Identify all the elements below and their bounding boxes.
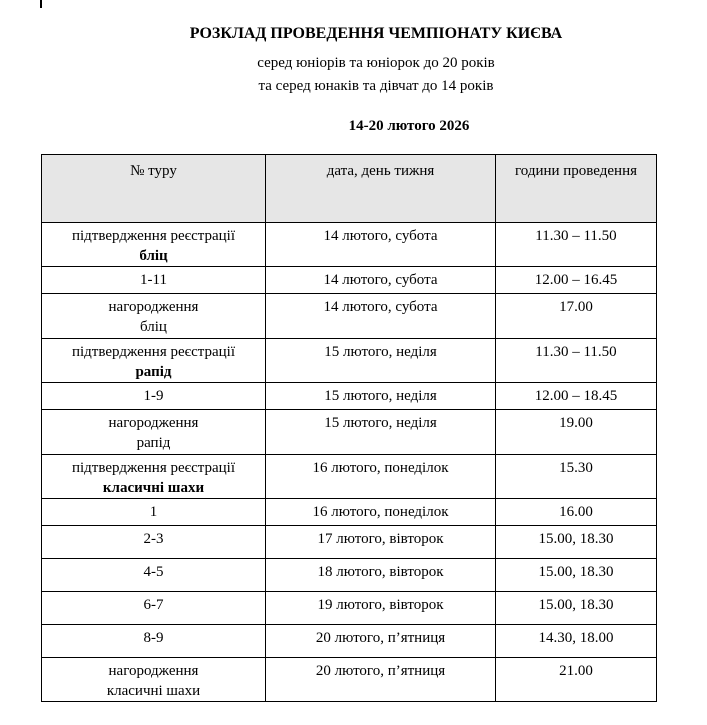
- time-cell: 15.00, 18.30: [496, 526, 657, 559]
- date-cell: 16 лютого, понеділок: [266, 499, 496, 526]
- date-cell: 18 лютого, вівторок: [266, 559, 496, 592]
- tour-line1: підтвердження реєстрації: [71, 228, 235, 244]
- tour-line2: бліц: [139, 248, 168, 264]
- table-row: [42, 499, 657, 526]
- time-cell: 14.30, 18.00: [496, 625, 657, 658]
- table-row: [42, 455, 657, 499]
- time-cell: 19.00: [496, 410, 657, 455]
- text-cursor-mark: [40, 0, 42, 8]
- tour-line2: класичні шахи: [106, 683, 201, 699]
- date-range: 14-20 лютого 2026: [348, 118, 470, 134]
- header-date: дата, день тижня: [266, 155, 496, 223]
- tour-line1: підтвердження реєстрації: [71, 460, 235, 476]
- date-cell: 20 лютого, п’ятниця: [266, 625, 496, 658]
- date-cell: 15 лютого, неділя: [266, 410, 496, 455]
- page-subtitle-2: та серед юнаків та дівчат до 14 років: [258, 78, 494, 94]
- date-cell: 14 лютого, субота: [266, 223, 496, 267]
- date-cell: 17 лютого, вівторок: [266, 526, 496, 559]
- time-cell: 15.00, 18.30: [496, 592, 657, 625]
- date-cell: 16 лютого, понеділок: [266, 455, 496, 499]
- date-cell: 14 лютого, субота: [266, 294, 496, 339]
- tour-cell: 2-3: [42, 526, 266, 559]
- time-cell: 12.00 – 18.45: [496, 383, 657, 410]
- date-cell: 15 лютого, неділя: [266, 339, 496, 383]
- time-cell: 15.00, 18.30: [496, 559, 657, 592]
- tour-cell: [42, 410, 266, 455]
- table-row: [42, 658, 657, 702]
- tour-line2: рапід: [135, 364, 172, 380]
- table-row: [42, 592, 657, 625]
- table-row: [42, 267, 657, 294]
- header-row: [42, 155, 657, 223]
- time-cell: 11.30 – 11.50: [496, 339, 657, 383]
- date-cell: 20 лютого, п’ятниця: [266, 658, 496, 702]
- header-time: години проведення: [496, 155, 657, 223]
- time-cell: 11.30 – 11.50: [496, 223, 657, 267]
- table-body: [42, 223, 657, 702]
- time-cell: 12.00 – 16.45: [496, 267, 657, 294]
- time-cell: 15.30: [496, 455, 657, 499]
- tour-cell: [42, 294, 266, 339]
- tour-cell: 8-9: [42, 625, 266, 658]
- tour-cell: 6-7: [42, 592, 266, 625]
- table-row: [42, 559, 657, 592]
- tour-line1: підтвердження реєстрації: [71, 344, 235, 360]
- table-row: [42, 223, 657, 267]
- time-cell: 21.00: [496, 658, 657, 702]
- tour-line2: бліц: [140, 319, 167, 335]
- tour-cell: [42, 339, 266, 383]
- table-row: [42, 294, 657, 339]
- page-subtitle-1: серед юніорів та юніорок до 20 років: [257, 55, 495, 71]
- tour-line2: класичні шахи: [102, 480, 205, 496]
- tour-line1: нагородження: [108, 299, 199, 315]
- time-cell: 17.00: [496, 294, 657, 339]
- header-tour: № туру: [42, 155, 266, 223]
- tour-cell: [42, 658, 266, 702]
- tour-line1: нагородження: [108, 415, 199, 431]
- tour-cell: 1-9: [42, 383, 266, 410]
- table-row: [42, 410, 657, 455]
- date-cell: 14 лютого, субота: [266, 267, 496, 294]
- tour-line1: нагородження: [108, 663, 199, 679]
- tour-line2: рапід: [136, 435, 171, 451]
- tour-cell: 4-5: [42, 559, 266, 592]
- tour-cell: [42, 455, 266, 499]
- table-row: [42, 383, 657, 410]
- table-row: [42, 625, 657, 658]
- page-title: РОЗКЛАД ПРОВЕДЕННЯ ЧЕМПІОНАТУ КИЄВА: [189, 25, 563, 42]
- title-block: [45, 24, 707, 136]
- table-row: [42, 339, 657, 383]
- tour-cell: 1-11: [42, 267, 266, 294]
- tour-cell: [42, 223, 266, 267]
- table-row: [42, 526, 657, 559]
- schedule-table: [41, 154, 657, 702]
- tour-cell: 1: [42, 499, 266, 526]
- date-cell: 19 лютого, вівторок: [266, 592, 496, 625]
- time-cell: 16.00: [496, 499, 657, 526]
- date-cell: 15 лютого, неділя: [266, 383, 496, 410]
- table-header: [42, 155, 657, 223]
